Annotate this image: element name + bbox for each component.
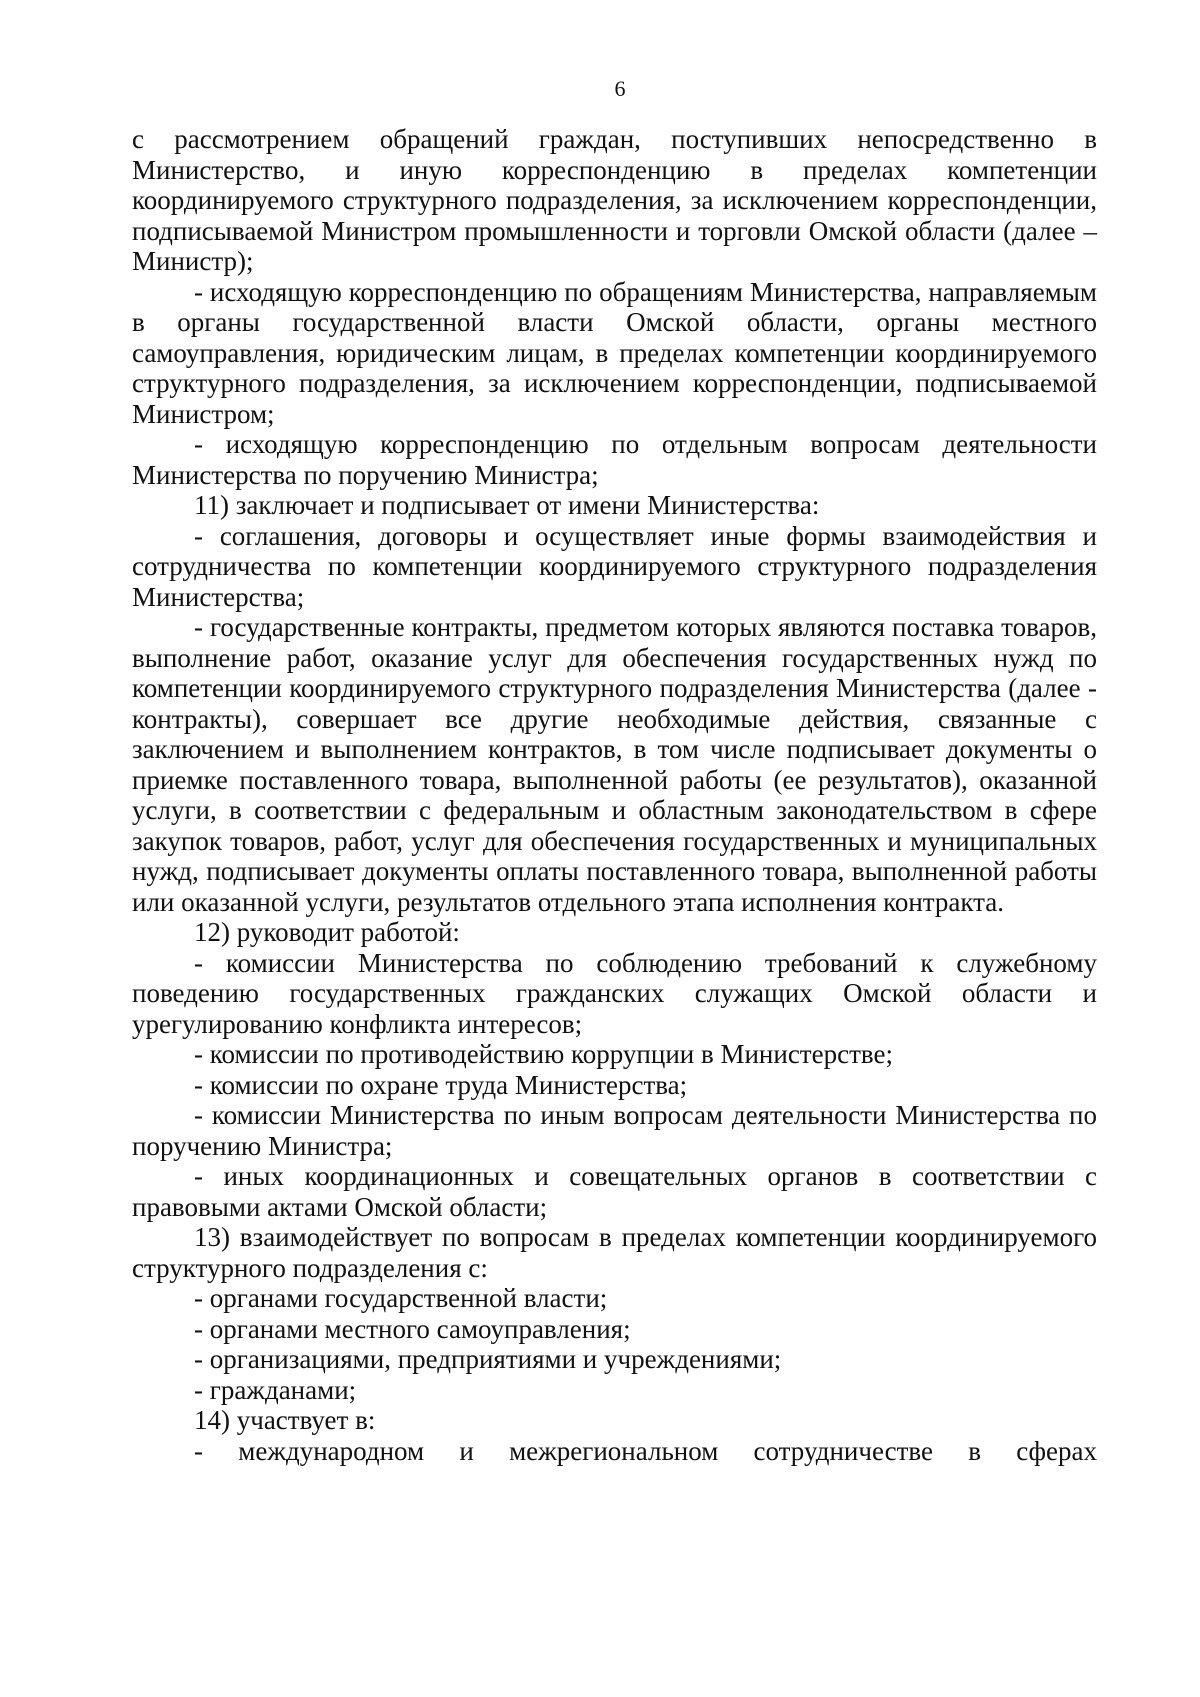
paragraph: - комиссии по противодействию коррупции в Министерстве; [194, 1039, 893, 1069]
document-body [132, 124, 1097, 1466]
paragraph: - гражданами; [194, 1374, 357, 1405]
paragraph: - соглашения, договоры и осуществляет иные формы взаимодействия и сотрудничества по компетенции координируемого структурного подразделения Министерства; [132, 520, 1097, 612]
paragraph: - международном и межрегиональном сотрудничестве в сферах [194, 1435, 1097, 1466]
paragraph: - комиссии по охране труда Министерства; [194, 1069, 688, 1100]
paragraph: 12) руководит работой: [194, 917, 460, 947]
page-number: 6 [614, 76, 626, 101]
paragraph: - исходящую корреспонденцию по обращениям Министерства, направляемым в органы государственной власти Омской области, органы местного самоуправления, юридическим лицам, в пределах компетенции координируемого структурного подразделения, за исключением корреспонденции, подписываемой Министром; [132, 276, 1097, 429]
paragraph: 11) заключает и подписывает от имени Министерства: [194, 490, 820, 520]
paragraph: - комиссии Министерства по иным вопросам деятельности Министерства по поручению Министра; [132, 1100, 1097, 1161]
paragraph: - исходящую корреспонденцию по отдельным вопросам деятельности Министерства по поручению Министра; [132, 429, 1097, 490]
paragraph: с рассмотрением обращений граждан, поступивших непосредственно в Министерство, и иную корреспонденцию в пределах компетенции координируемого структурного подразделения, за исключением корреспонденции, подписываемой Министром промышленности и торговли Омской области (далее – Министр); [132, 124, 1097, 276]
paragraph: - организациями, предприятиями и учреждениями; [194, 1344, 782, 1374]
paragraph: - органами государственной власти; [194, 1283, 608, 1313]
paragraph: - комиссии Министерства по соблюдению требований к служебному поведению государственных гражданских служащих Омской области и урегулированию конфликта интересов; [132, 947, 1097, 1039]
paragraph: - иных координационных и совещательных органов в соответствии с правовыми актами Омской области; [132, 1161, 1097, 1222]
paragraph: - государственные контракты, предметом которых являются поставка товаров, выполнение работ, оказание услуг для обеспечения государственных нужд по компетенции координируемого структурного подразделения Министерства (далее - контракты), совершает все другие необходимые действия, связанные с заключением и выполнением контрактов, в том числе подписывает документы о приемке поставленного товара, выполненной работы (ее результатов), оказанной услуги, в соответствии с федеральным и областным законодательством в сфере закупок товаров, работ, услуг для обеспечения государственных и муниципальных нужд, подписывает документы оплаты поставленного товара, выполненной работы или оказанной услуги, результатов отдельного этапа исполнения контракта. [132, 612, 1097, 917]
paragraph: 13) взаимодействует по вопросам в пределах компетенции координируемого структурного подразделения с: [132, 1222, 1097, 1283]
paragraph: 14) участвует в: [194, 1405, 376, 1435]
paragraph: - органами местного самоуправления; [194, 1313, 631, 1344]
